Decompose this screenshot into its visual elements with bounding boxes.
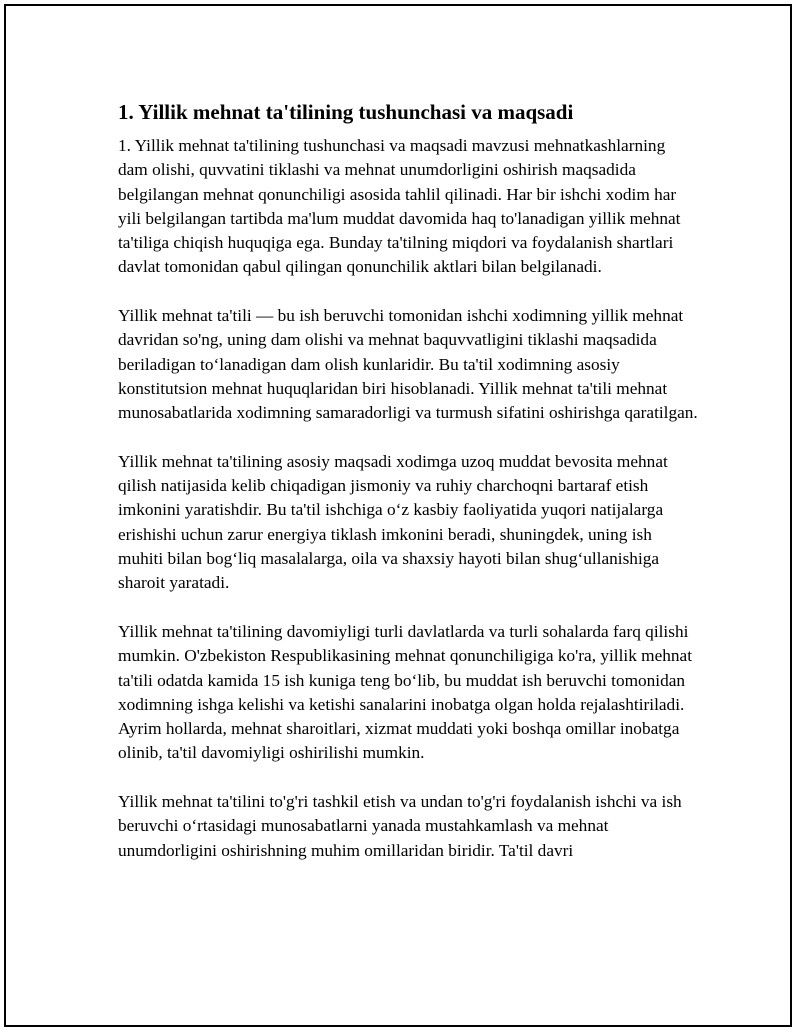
paragraph-3: Yillik mehnat ta'tilining asosiy maqsadi xodimga uzoq muddat bevosita mehnat qilish natijasida kelib chiqadigan jismoniy va ruhiy charchoqni bartaraf etish imkonini yaratishdir. Bu ta'til ishchiga o‘z kasbiy faoliyatida yuqori natijalarga erishishi uchun zarur energiya tiklash imkonini beradi, shuningdek, uning ish muhiti bilan bog‘liq masalalarga, oila va shaxsiy hayoti bilan shug‘ullanishiga sharoit yaratadi.: [118, 451, 668, 593]
paragraph-2: Yillik mehnat ta'tili — bu ish beruvchi tomonidan ishchi xodimning yillik mehnat davridan so'ng, uning dam olishi va mehnat baquvvatligini tiklashi maqsadida beriladigan to‘lanadigan dam olish kunlaridir. Bu ta'til xodimning asosiy konstitutsion mehnat huquqlaridan biri hisoblanadi. Yillik mehnat ta'tili mehnat munosabatlarida xodimning samaradorligi va turmush sifatini oshirishga qaratilgan.: [118, 306, 698, 423]
page-frame: [4, 4, 792, 1027]
paragraph-4: Yillik mehnat ta'tilining davomiyligi turli davlatlarda va turli sohalarda farq qilishi mumkin. O'zbekiston Respublikasining mehnat qonunchiligiga ko'ra, yillik mehnat ta'tili odatda kamida 15 ish kuniga teng bo‘lib, bu muddat ish beruvchi tomonidan xodimning ishga kelishi va ketishi sanalarini inobatga olgan holda rejalashtiriladi. Ayrim hollarda, mehnat sharoitlari, xizmat muddati yoki boshqa omillar inobatga olinib, ta'til davomiyligi oshirilishi mumkin.: [118, 621, 693, 763]
paragraph-5: Yillik mehnat ta'tilini to'g'ri tashkil etish va undan to'g'ri foydalanish ishchi va ish beruvchi o‘rtasidagi munosabatlarni yanada mustahkamlash va mehnat unumdorligini oshirishning muhim omillaridan biridir. Ta'til davri: [118, 792, 682, 860]
paragraph-1: 1. Yillik mehnat ta'tilining tushunchasi va maqsadi mavzusi mehnatkashlarning dam olishi, quvvatini tiklashi va mehnat unumdorligini oshirish maqsadida belgilangan mehnat qonunchiligi asosida tahlil qilinadi. Har bir ishchi xodim har yili belgilangan tartibda ma'lum muddat davomida haq to'lanadigan yillik mehnat ta'tiliga chiqish huquqiga ega. Bunday ta'tilning miqdori va foydalanish shartlari davlat tomonidan qabul qilingan qonunchilik aktlari bilan belgilanadi.: [118, 136, 681, 277]
document-body: [118, 98, 698, 887]
document-title: 1. Yillik mehnat ta'tilining tushunchasi va maqsadi: [118, 100, 574, 124]
